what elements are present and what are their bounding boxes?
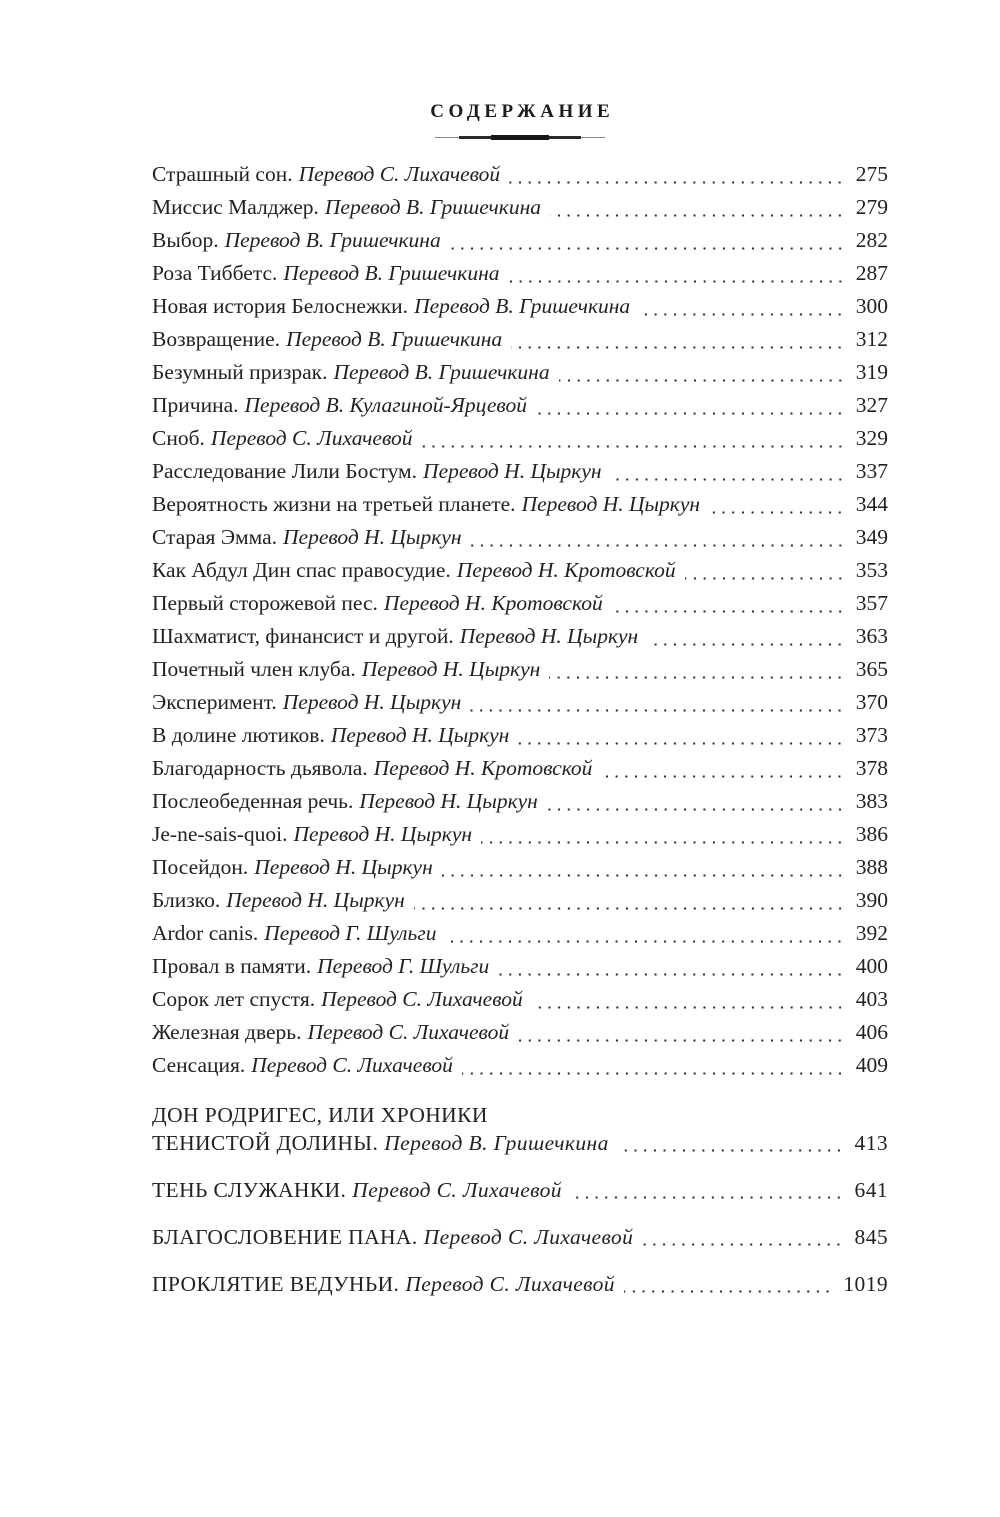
entry-translator: Перевод Н. Цыркун (330, 723, 510, 747)
dot-leader (647, 620, 845, 653)
entry-page-number: 319 (855, 360, 888, 384)
toc-list (152, 158, 888, 1082)
toc-entry (152, 356, 888, 389)
entry-page-number: 349 (855, 525, 888, 549)
entry-title: Сорок лет спустя. (152, 987, 316, 1011)
decorative-rule (435, 135, 605, 140)
entry-page-number: 329 (855, 426, 888, 450)
toc-entry (152, 389, 888, 422)
entry-translator: Перевод Г. Шульги (264, 921, 437, 945)
entry-page-number: 388 (855, 855, 888, 879)
toc-section (152, 1176, 888, 1204)
entry-page-number: 406 (855, 1020, 888, 1044)
entry-page-number: 383 (855, 789, 888, 813)
section-page-number: 413 (854, 1131, 888, 1155)
entry-translator: Перевод С. Лихачевой (298, 162, 501, 186)
toc-entry (152, 488, 888, 521)
entry-translator: Перевод Н. Кротовской (456, 558, 676, 582)
dot-leader (624, 1270, 832, 1298)
toc-entry (152, 521, 888, 554)
entry-title: Послеобеденная речь. (152, 789, 354, 813)
entry-page-number: 373 (855, 723, 888, 747)
toc-entry (152, 851, 888, 884)
toc-section (152, 1270, 888, 1298)
entry-page-number: 386 (855, 822, 888, 846)
entry-translator: Перевод Н. Цыркун (459, 624, 639, 648)
entry-title: Провал в памяти. (152, 954, 312, 978)
entry-page-number: 409 (855, 1053, 888, 1077)
entry-title: Новая история Белоснежки. (152, 294, 409, 318)
entry-title: Вероятность жизни на третьей планете. (152, 492, 516, 516)
toc-entry (152, 785, 888, 818)
entry-page-number: 282 (855, 228, 888, 252)
dot-leader (509, 257, 845, 290)
entry-translator: Перевод Н. Цыркун (293, 822, 473, 846)
dot-leader (685, 554, 845, 587)
entry-title: Выбор. (152, 228, 219, 252)
entry-title: Je-ne-sais-quoi. (152, 822, 288, 846)
entry-title: Сенсация. (152, 1053, 246, 1077)
entry-page-number: 392 (855, 921, 888, 945)
section-translator: Перевод В. Гришечкина (384, 1131, 609, 1155)
toc-entry (152, 422, 888, 455)
entry-page-number: 344 (855, 492, 888, 516)
entry-translator: Перевод Н. Цыркун (254, 855, 433, 879)
dot-leader (559, 356, 845, 389)
entry-page-number: 400 (855, 954, 888, 978)
toc-entry (152, 719, 888, 752)
dot-leader (611, 455, 845, 488)
section-translator: Перевод С. Лихачевой (352, 1178, 562, 1202)
section-row (152, 1223, 888, 1251)
toc-entry (152, 1049, 888, 1082)
dot-leader (618, 1129, 844, 1157)
entry-page-number: 337 (855, 459, 888, 483)
dot-leader (601, 752, 844, 785)
dot-leader (498, 950, 844, 983)
entry-page-number: 378 (855, 756, 888, 780)
entry-translator: Перевод В. Гришечкина (286, 327, 503, 351)
entry-translator: Перевод Н. Кротовской (373, 756, 593, 780)
section-translator: Перевод С. Лихачевой (405, 1272, 615, 1296)
entry-title: Страшный сон. (152, 162, 293, 186)
dot-leader (550, 191, 845, 224)
entry-title: Миссис Малджер. (152, 195, 319, 219)
entry-title: Возвращение. (152, 327, 281, 351)
entry-page-number: 363 (855, 624, 888, 648)
entry-title: Старая Эмма. (152, 525, 277, 549)
entry-title: Как Абдул Дин спас правосудие. (152, 558, 451, 582)
toc-entry (152, 224, 888, 257)
entry-translator: Перевод В. Гришечкина (414, 294, 631, 318)
dot-leader (547, 785, 845, 818)
dot-leader (571, 1176, 844, 1204)
entry-title: Эксперимент. (152, 690, 277, 714)
entry-title: Расследование Лили Бостум. (152, 459, 418, 483)
entry-title: Шахматист, финансист и другой. (152, 624, 454, 648)
entry-title: Благодарность дьявола. (152, 756, 368, 780)
contents-title: СОДЕРЖАНИЕ (430, 101, 615, 122)
toc-entry (152, 983, 888, 1016)
entry-page-number: 365 (855, 657, 888, 681)
toc-entry (152, 158, 888, 191)
section-title: БЛАГОСЛОВЕНИЕ ПАНА. (152, 1225, 418, 1249)
dot-leader (518, 1016, 845, 1049)
dot-leader (549, 653, 844, 686)
entry-title: Близко. (152, 888, 221, 912)
toc-entry (152, 917, 888, 950)
dot-leader (422, 422, 845, 455)
entry-page-number: 312 (855, 327, 888, 351)
entry-page-number: 403 (855, 987, 888, 1011)
entry-title: Посейдон. (152, 855, 249, 879)
entry-title: Железная дверь. (152, 1020, 302, 1044)
entry-translator: Перевод Г. Шульги (317, 954, 490, 978)
entry-title: Первый сторожевой пес. (152, 591, 378, 615)
entry-translator: Перевод В. Гришечкина (283, 261, 500, 285)
entry-translator: Перевод Н. Цыркун (283, 525, 462, 549)
entry-translator: Перевод Н. Цыркун (282, 690, 462, 714)
entry-title: Причина. (152, 393, 239, 417)
dot-leader (414, 884, 845, 917)
dot-leader (442, 851, 845, 884)
toc-entry (152, 191, 888, 224)
entry-translator: Перевод Н. Цыркун (226, 888, 405, 912)
entry-page-number: 390 (855, 888, 888, 912)
toc-entry (152, 290, 888, 323)
toc-entry (152, 257, 888, 290)
toc-entry (152, 653, 888, 686)
entry-page-number: 300 (855, 294, 888, 318)
entry-translator: Перевод В. Гришечкина (224, 228, 441, 252)
section-translator: Перевод С. Лихачевой (423, 1225, 634, 1249)
entry-translator: Перевод Н. Цыркун (423, 459, 602, 483)
section-page-number: 845 (854, 1225, 888, 1249)
section-title-line2: ТЕНИСТОЙ ДОЛИНЫ. (152, 1131, 379, 1155)
entry-page-number: 275 (855, 162, 888, 186)
toc-entry (152, 455, 888, 488)
dot-leader (445, 917, 844, 950)
toc-entry (152, 620, 888, 653)
toc-section (152, 1101, 888, 1157)
toc-entry (152, 554, 888, 587)
entry-translator: Перевод Н. Цыркун (521, 492, 701, 516)
entry-page-number: 327 (855, 393, 888, 417)
dot-leader (462, 1049, 845, 1082)
toc-sections (152, 1101, 888, 1298)
section-row (152, 1176, 888, 1204)
entry-translator: Перевод С. Лихачевой (251, 1053, 453, 1077)
entry-title: Роза Тиббетс. (152, 261, 278, 285)
dot-leader (511, 323, 845, 356)
entry-translator: Перевод В. Гришечкина (333, 360, 550, 384)
entry-translator: Перевод С. Лихачевой (307, 1020, 510, 1044)
section-title-line1: ДОН РОДРИГЕС, ИЛИ ХРОНИКИ (152, 1103, 488, 1127)
entry-title: Сноб. (152, 426, 205, 450)
entry-page-number: 279 (855, 195, 888, 219)
section-title: ТЕНЬ СЛУЖАНКИ. (152, 1178, 347, 1202)
dot-leader (536, 389, 845, 422)
toc-entry (152, 884, 888, 917)
entry-page-number: 353 (855, 558, 888, 582)
entry-title: Ardor canis. (152, 921, 259, 945)
entry-translator: Перевод В. Кулагиной-Ярцевой (244, 393, 527, 417)
dot-leader (471, 521, 845, 554)
section-title-line2-row (152, 1129, 888, 1157)
dot-leader (450, 224, 845, 257)
section-row (152, 1270, 888, 1298)
toc-entry (152, 686, 888, 719)
entry-page-number: 370 (855, 690, 888, 714)
dot-leader (518, 719, 844, 752)
entry-translator: Перевод С. Лихачевой (321, 987, 523, 1011)
entry-page-number: 287 (855, 261, 888, 285)
section-title: ПРОКЛЯТИЕ ВЕДУНЬИ. (152, 1272, 400, 1296)
dot-leader (639, 290, 845, 323)
entry-translator: Перевод В. Гришечкина (324, 195, 542, 219)
dot-leader (532, 983, 845, 1016)
entry-page-number: 357 (855, 591, 888, 615)
section-page-number: 641 (854, 1178, 888, 1202)
entry-translator: Перевод С. Лихачевой (210, 426, 413, 450)
dot-leader (612, 587, 845, 620)
section-page-number: 1019 (843, 1272, 888, 1296)
entry-title: Безумный призрак. (152, 360, 328, 384)
rule-core-bar (491, 135, 549, 140)
toc-entry (152, 587, 888, 620)
entry-translator: Перевод Н. Цыркун (359, 789, 538, 813)
dot-leader (509, 158, 845, 191)
entry-title: Почетный член клуба. (152, 657, 356, 681)
dot-leader (709, 488, 845, 521)
dot-leader (481, 818, 845, 851)
toc-section (152, 1223, 888, 1251)
dot-leader (642, 1223, 843, 1251)
entry-title: В долине лютиков. (152, 723, 325, 747)
toc-entry (152, 950, 888, 983)
toc-entry (152, 1016, 888, 1049)
toc-entry (152, 752, 888, 785)
toc-entry (152, 323, 888, 356)
dot-leader (470, 686, 844, 719)
toc-entry (152, 818, 888, 851)
entry-translator: Перевод Н. Кротовской (383, 591, 603, 615)
entry-translator: Перевод Н. Цыркун (361, 657, 541, 681)
